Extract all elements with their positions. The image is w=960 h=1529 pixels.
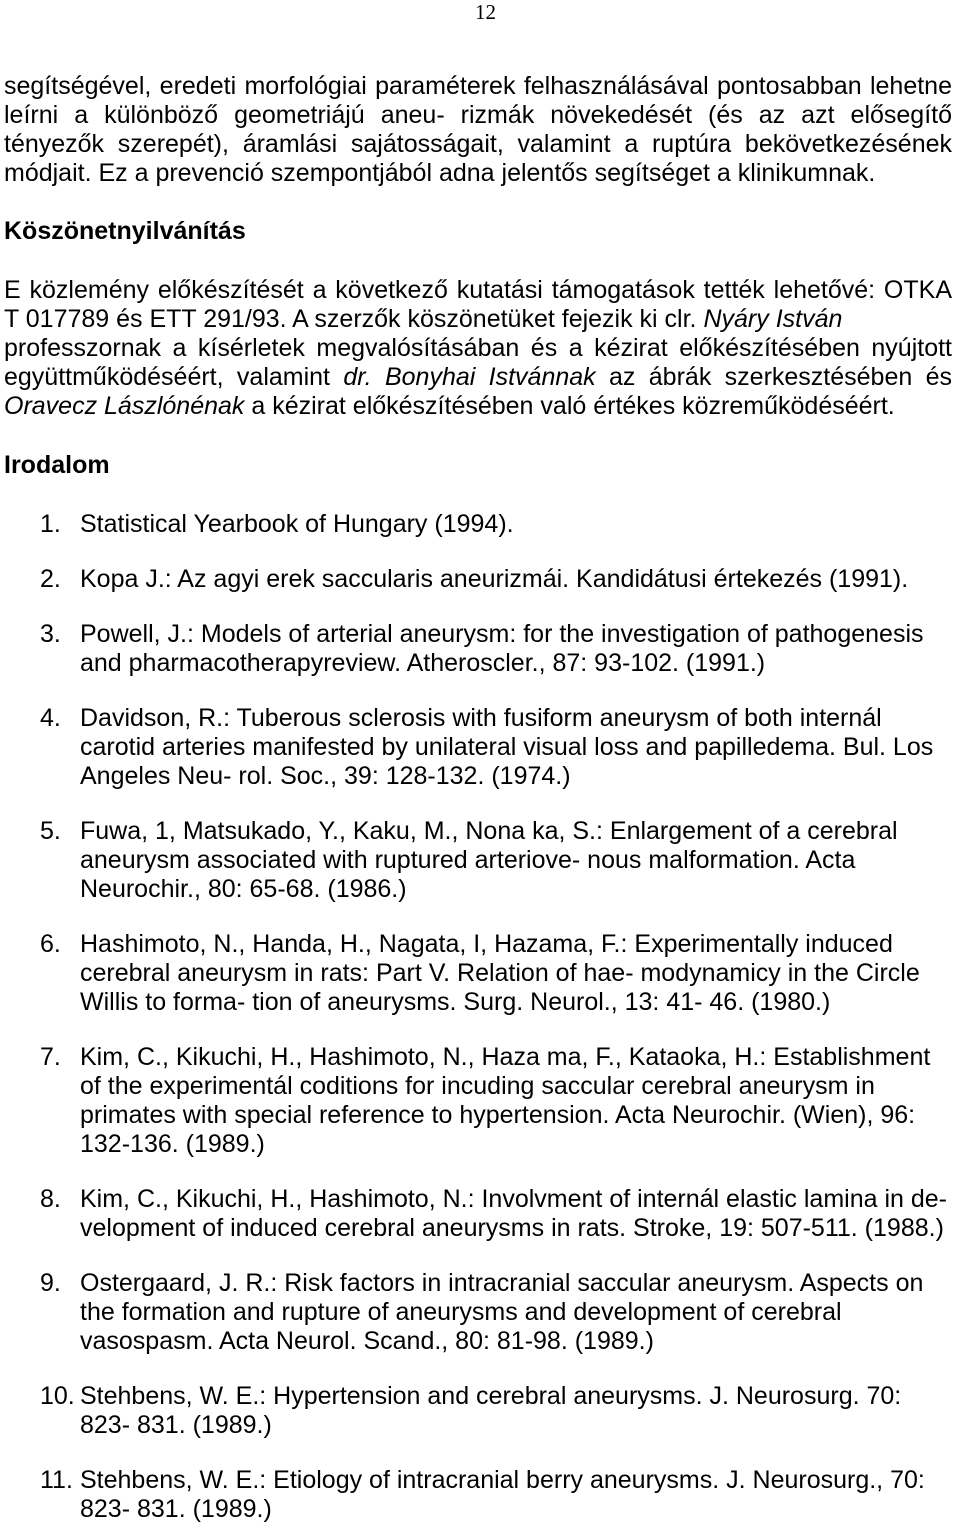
- reference-number: 9.: [40, 1269, 61, 1297]
- reference-item: [4, 1382, 952, 1440]
- paragraph-line: módjait. Ez a prevenció szempontjából adna jelentős segítséget a klinikumnak.: [4, 159, 876, 187]
- reference-line: Statistical Yearbook of Hungary (1994).: [80, 510, 514, 538]
- paragraph-line: leírni a különböző geometriájú aneu- rizmák növekedését (és az azt elősegítő: [4, 101, 952, 129]
- reference-line: Kim, C., Kikuchi, H., Hashimoto, N.: Involvment of internál elastic lamina in de-: [80, 1185, 947, 1213]
- reference-number: 2.: [40, 565, 61, 593]
- reference-line: and pharmacotherapyreview. Atheroscler., 87: 93-102. (1991.): [80, 649, 766, 677]
- reference-item: [4, 620, 952, 678]
- page-number: 12: [475, 0, 496, 24]
- acknowledgements-paragraph: [4, 276, 952, 421]
- person-name: Nyáry István: [703, 305, 843, 333]
- reference-line: Ostergaard, J. R.: Risk factors in intracranial saccular aneurysm. Aspects on: [80, 1269, 924, 1297]
- paragraph-line: [4, 334, 952, 363]
- paragraph-line: [4, 392, 952, 421]
- reference-text: [80, 704, 952, 791]
- paragraph-line: [4, 276, 952, 305]
- reference-line: Stehbens, W. E.: Etiology of intracranial berry aneurysms. J. Neurosurg., 70:: [80, 1466, 925, 1494]
- paragraph-text: az ábrák szerkesztésében és: [609, 363, 953, 391]
- reference-text: [80, 565, 952, 594]
- paragraph-text: együttműködéséért, valamint: [4, 363, 331, 391]
- reference-line: Powell, J.: Models of arterial aneurysm: for the investigation of pathogenesis: [80, 620, 924, 648]
- reference-text: [80, 1043, 952, 1159]
- references-heading: Irodalom: [4, 451, 110, 479]
- reference-text: [80, 1269, 952, 1356]
- reference-line: Fuwa, 1, Matsukado, Y., Kaku, M., Nona ka, S.: Enlargement of a cerebral: [80, 817, 898, 845]
- reference-item: [4, 565, 952, 594]
- page-content: [4, 72, 952, 1524]
- reference-number: 5.: [40, 817, 61, 845]
- paragraph-line: segítségével, eredeti morfológiai paraméterek felhasználásával pontosabban lehetne: [4, 72, 952, 100]
- reference-item: [4, 1043, 952, 1159]
- reference-item: [4, 510, 952, 539]
- reference-line: primates with special reference to hypertension. Acta Neurochir. (Wien), 96:: [80, 1101, 916, 1129]
- paragraph-line: [4, 363, 952, 392]
- reference-text: [80, 1382, 952, 1440]
- reference-number: 7.: [40, 1043, 61, 1071]
- reference-number: 8.: [40, 1185, 61, 1213]
- reference-line: Willis to forma- tion of aneurysms. Surg. Neurol., 13: 41- 46. (1980.): [80, 988, 831, 1016]
- reference-text: [80, 1466, 952, 1524]
- intro-paragraph: [4, 72, 952, 188]
- reference-number: 10.: [40, 1382, 75, 1410]
- paragraph-text: professzornak a kísérletek megvalósításában és a kézirat előkészítésében nyújtott: [4, 334, 952, 362]
- reference-line: of the experimentál coditions for incuding saccular cerebral aneurysm in: [80, 1072, 875, 1100]
- paragraph-line: [4, 305, 952, 334]
- reference-number: 6.: [40, 930, 61, 958]
- reference-line: 823- 831. (1989.): [80, 1411, 272, 1439]
- reference-item: [4, 704, 952, 791]
- reference-list: [4, 510, 952, 1524]
- reference-item: [4, 1185, 952, 1243]
- reference-number: 11.: [40, 1466, 73, 1494]
- paragraph-text: T 017789 és ETT 291/93. A szerzők köszönetüket fejezik ki clr.: [4, 305, 697, 333]
- reference-line: Stehbens, W. E.: Hypertension and cerebral aneurysms. J. Neurosurg. 70:: [80, 1382, 902, 1410]
- reference-text: [80, 930, 952, 1017]
- paragraph-text: E közlemény előkészítését a következő kutatási támogatások tették lehetővé: OTKA: [4, 276, 952, 304]
- reference-line: Kopa J.: Az agyi erek saccularis aneurizmái. Kandidátusi értekezés (1991).: [80, 565, 909, 593]
- reference-number: 3.: [40, 620, 61, 648]
- reference-number: 1.: [40, 510, 61, 538]
- reference-item: [4, 1269, 952, 1356]
- reference-line: Hashimoto, N., Handa, H., Nagata, I, Hazama, F.: Experimentally induced: [80, 930, 893, 958]
- reference-line: the formation and rupture of aneurysms and development of cerebral: [80, 1298, 842, 1326]
- paragraph-line: tényezők szerepét), áramlási sajátosságait, valamint a ruptúra bekövetkezésének: [4, 130, 952, 158]
- reference-line: vasospasm. Acta Neurol. Scand., 80: 81-98. (1989.): [80, 1327, 654, 1355]
- reference-line: cerebral aneurysm in rats: Part V. Relation of hae- modynamicy in the Circle: [80, 959, 920, 987]
- reference-line: velopment of induced cerebral aneurysms in rats. Stroke, 19: 507-511. (1988.): [80, 1214, 944, 1242]
- reference-line: Angeles Neu- rol. Soc., 39: 128-132. (1974.): [80, 762, 571, 790]
- reference-line: Kim, C., Kikuchi, H., Hashimoto, N., Haza ma, F., Kataoka, H.: Establishment: [80, 1043, 931, 1071]
- reference-line: Neurochir., 80: 65-68. (1986.): [80, 875, 407, 903]
- reference-line: carotid arteries manifested by unilateral visual loss and papilledema. Bul. Los: [80, 733, 934, 761]
- person-name: Oravecz Lászlónénak: [4, 392, 245, 420]
- reference-item: [4, 930, 952, 1017]
- reference-line: 823- 831. (1989.): [80, 1495, 272, 1523]
- reference-line: Davidson, R.: Tuberous sclerosis with fusiform aneurysm of both internál: [80, 704, 882, 732]
- reference-number: 4.: [40, 704, 61, 732]
- acknowledgements-heading: Köszönetnyilvánítás: [4, 217, 246, 245]
- reference-text: [80, 1185, 952, 1243]
- reference-line: 132-136. (1989.): [80, 1130, 265, 1158]
- reference-item: [4, 817, 952, 904]
- person-name: dr. Bonyhai Istvánnak: [343, 363, 596, 391]
- reference-item: [4, 1466, 952, 1524]
- reference-text: [80, 510, 952, 539]
- reference-line: aneurysm associated with ruptured arteriove- nous malformation. Acta: [80, 846, 856, 874]
- reference-text: [80, 620, 952, 678]
- reference-text: [80, 817, 952, 904]
- paragraph-text: a kézirat előkészítésében való értékes közreműködéséért.: [251, 392, 895, 420]
